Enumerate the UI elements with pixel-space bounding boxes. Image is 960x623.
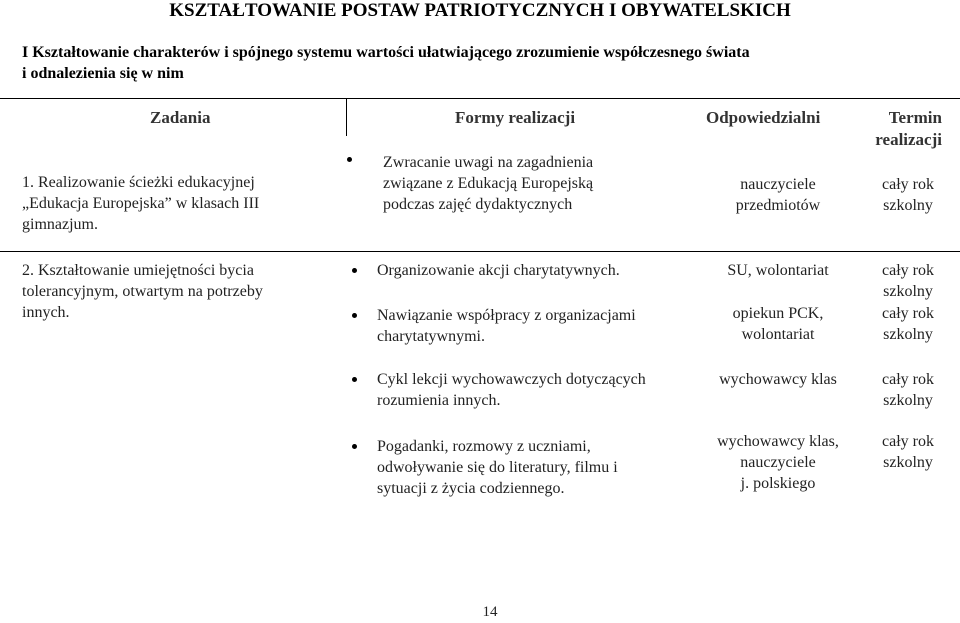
header-termin-line-1: Termin	[888, 108, 942, 127]
task-line: 2. Kształtowanie umiejętności bycia	[22, 262, 254, 279]
bullet-icon	[352, 377, 357, 382]
responsible-line: opiekun PCK,	[732, 305, 824, 322]
section-heading	[22, 42, 902, 84]
term-cell	[868, 369, 948, 411]
term-line: szkolny	[883, 197, 933, 214]
document-title: KSZTAŁTOWANIE POSTAW PATRIOTYCZNYCH I OBYWATELSKICH	[169, 0, 791, 21]
header-zadania: Zadania	[150, 108, 211, 127]
form-line: podczas zajęć dydaktycznych	[383, 196, 573, 213]
term-line: szkolny	[883, 392, 933, 409]
term-line: cały rok	[882, 262, 934, 279]
responsible-line: przedmiotów	[735, 197, 821, 214]
responsible-line: j. polskiego	[740, 475, 816, 492]
term-line: cały rok	[882, 305, 934, 322]
form-item	[377, 305, 707, 347]
bullet-icon	[352, 444, 357, 449]
form-item	[377, 436, 707, 499]
term-cell	[868, 303, 948, 345]
task-cell	[22, 172, 342, 235]
header-odpowiedzialni: Odpowiedzialni	[706, 108, 821, 127]
responsible-line: SU, wolontariat	[727, 262, 829, 279]
term-cell	[868, 174, 948, 216]
header-termin-realizacji	[850, 107, 942, 151]
responsible-cell	[688, 260, 868, 281]
task-cell	[22, 260, 342, 323]
bullet-icon	[352, 313, 357, 318]
header-formy-realizacji: Formy realizacji	[455, 108, 576, 127]
form-line: sytuacji z życia codziennego.	[377, 480, 565, 497]
form-line: Nawiązanie współpracy z organizacjami	[377, 307, 636, 324]
task-line: innych.	[22, 304, 70, 321]
task-line: 1. Realizowanie ścieżki edukacyjnej	[22, 174, 255, 191]
term-line: cały rok	[882, 176, 934, 193]
form-line: związane z Edukacją Europejską	[383, 175, 594, 192]
bullet-icon	[352, 268, 357, 273]
bullet-icon	[347, 157, 352, 162]
term-line: szkolny	[883, 283, 933, 300]
responsible-line: wychowawcy klas,	[717, 433, 839, 450]
term-line: szkolny	[883, 454, 933, 471]
term-line: cały rok	[882, 371, 934, 388]
responsible-line: nauczyciele	[740, 454, 816, 471]
term-line: cały rok	[882, 433, 934, 450]
responsible-cell	[688, 174, 868, 216]
form-item	[377, 369, 707, 411]
form-line: Cykl lekcji wychowawczych dotyczących	[377, 371, 646, 388]
responsible-line: wolontariat	[741, 326, 815, 343]
page-number: 14	[482, 604, 498, 620]
term-cell	[868, 260, 948, 302]
form-line: Zwracanie uwagi na zagadnienia	[383, 154, 594, 171]
form-line: Pogadanki, rozmowy z uczniami,	[377, 438, 591, 455]
responsible-cell	[688, 431, 868, 494]
form-item	[383, 152, 703, 215]
section-heading-line-1: I Kształtowanie charakterów i spójnego systemu wartości ułatwiającego zrozumienie współczesnego świata	[22, 44, 750, 61]
responsible-line: wychowawcy klas	[719, 371, 837, 388]
header-divider	[346, 98, 347, 136]
section-heading-line-2: i odnalezienia się w nim	[22, 65, 184, 82]
task-line: gimnazjum.	[22, 216, 98, 233]
responsible-line: nauczyciele	[740, 176, 816, 193]
table-top-border	[0, 98, 960, 99]
term-cell	[868, 431, 948, 473]
responsible-cell	[688, 303, 868, 345]
responsible-cell	[688, 369, 868, 390]
header-termin-line-2: realizacji	[875, 130, 942, 149]
row-separator	[0, 251, 960, 252]
task-line: „Edukacja Europejska” w klasach III	[22, 195, 260, 212]
term-line: szkolny	[883, 326, 933, 343]
form-line: rozumienia innych.	[377, 392, 501, 409]
form-line: odwoływanie się do literatury, filmu i	[377, 459, 618, 476]
task-line: tolerancyjnym, otwartym na potrzeby	[22, 283, 263, 300]
form-line: charytatywnymi.	[377, 328, 485, 345]
form-item	[377, 260, 707, 281]
form-line: Organizowanie akcji charytatywnych.	[377, 262, 620, 279]
